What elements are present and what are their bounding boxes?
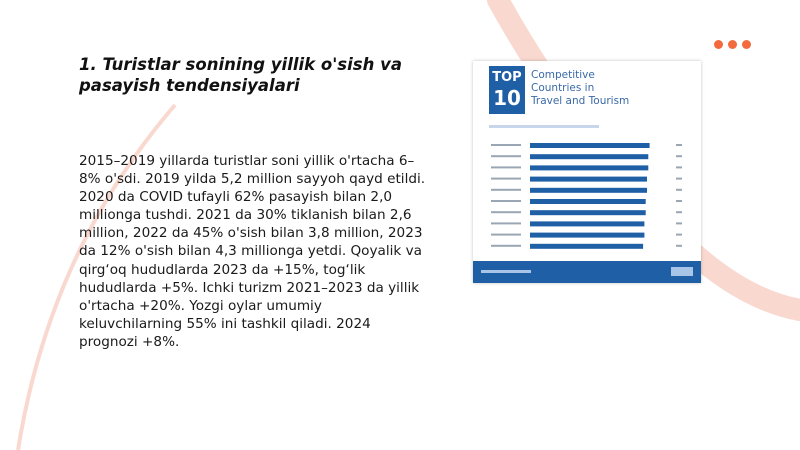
subtitle-line-2: Countries in (531, 82, 595, 94)
score-label-placeholder (676, 144, 682, 146)
dot-icon (742, 40, 751, 49)
dot-icon (714, 40, 723, 49)
bar-2 (530, 154, 648, 159)
ranking-bar-chart (473, 119, 701, 261)
country-label-placeholder (491, 211, 521, 213)
chart-header-line (489, 125, 599, 128)
country-label-placeholder (491, 178, 521, 180)
score-label-placeholder (676, 234, 682, 236)
badge-top-label: TOP (492, 70, 522, 85)
slide-body-text: 2015–2019 yillarda turistlar soni yillik o'rtacha 6–8% o'sdi. 2019 yilda 5,2 million sayyoh qayd etildi. 2020 da COVID tufayli 62% pasayish bilan 2,0 millionga tushdi. 2021 da 30% tiklanish bilan 2,6 million, 2022 da 45% o'sish bilan 3,8 million, 2023 da 12% o'sish bilan 4,3 millionga yetdi. Qoyalik va qirg‘oq hududlarda 2023 da +15%, tog‘lik hududlarda +5%. Ichki turizm 2021–2023 da yillik o'rtacha +20%. Yozgi oylar umumiy keluvchilarning 55% ini tashkil qiladi. 2024 prognozi +8%. (79, 153, 426, 350)
slide-title: 1. Turistlar sonining yillik o'sish va pasayish tendensiyalari (79, 55, 402, 95)
bar-5 (530, 188, 647, 193)
score-label-placeholder (676, 155, 682, 157)
bar-3 (530, 165, 648, 170)
infographic-footer (473, 261, 701, 283)
bar-9 (530, 233, 644, 238)
bar-7 (530, 210, 646, 215)
bar-8 (530, 221, 644, 226)
dot-icon (728, 40, 737, 49)
bar-4 (530, 177, 647, 182)
country-label-placeholder (491, 189, 521, 191)
score-label-placeholder (676, 200, 682, 202)
footer-logo-left (481, 270, 531, 273)
bar-1 (530, 143, 650, 148)
infographic-subtitle (531, 69, 691, 108)
bar-6 (530, 199, 646, 204)
country-label-placeholder (491, 155, 521, 157)
footer-logo-right (671, 267, 693, 276)
score-label-placeholder (676, 245, 682, 247)
top10-badge (489, 66, 525, 114)
score-label-placeholder (676, 222, 682, 224)
country-label-placeholder (491, 200, 521, 202)
country-label-placeholder (491, 166, 521, 168)
subtitle-line-3: Travel and Tourism (531, 95, 630, 107)
badge-number: 10 (493, 86, 521, 110)
top10-infographic-image (473, 61, 701, 283)
country-label-placeholder (491, 144, 521, 146)
country-label-placeholder (491, 245, 521, 247)
country-label-placeholder (491, 222, 521, 224)
score-label-placeholder (676, 178, 682, 180)
subtitle-line-1: Competitive (531, 69, 595, 81)
slide-menu-dots (714, 40, 751, 49)
country-label-placeholder (491, 234, 521, 236)
bar-10 (530, 244, 643, 249)
score-label-placeholder (676, 166, 682, 168)
score-label-placeholder (676, 211, 682, 213)
score-label-placeholder (676, 189, 682, 191)
